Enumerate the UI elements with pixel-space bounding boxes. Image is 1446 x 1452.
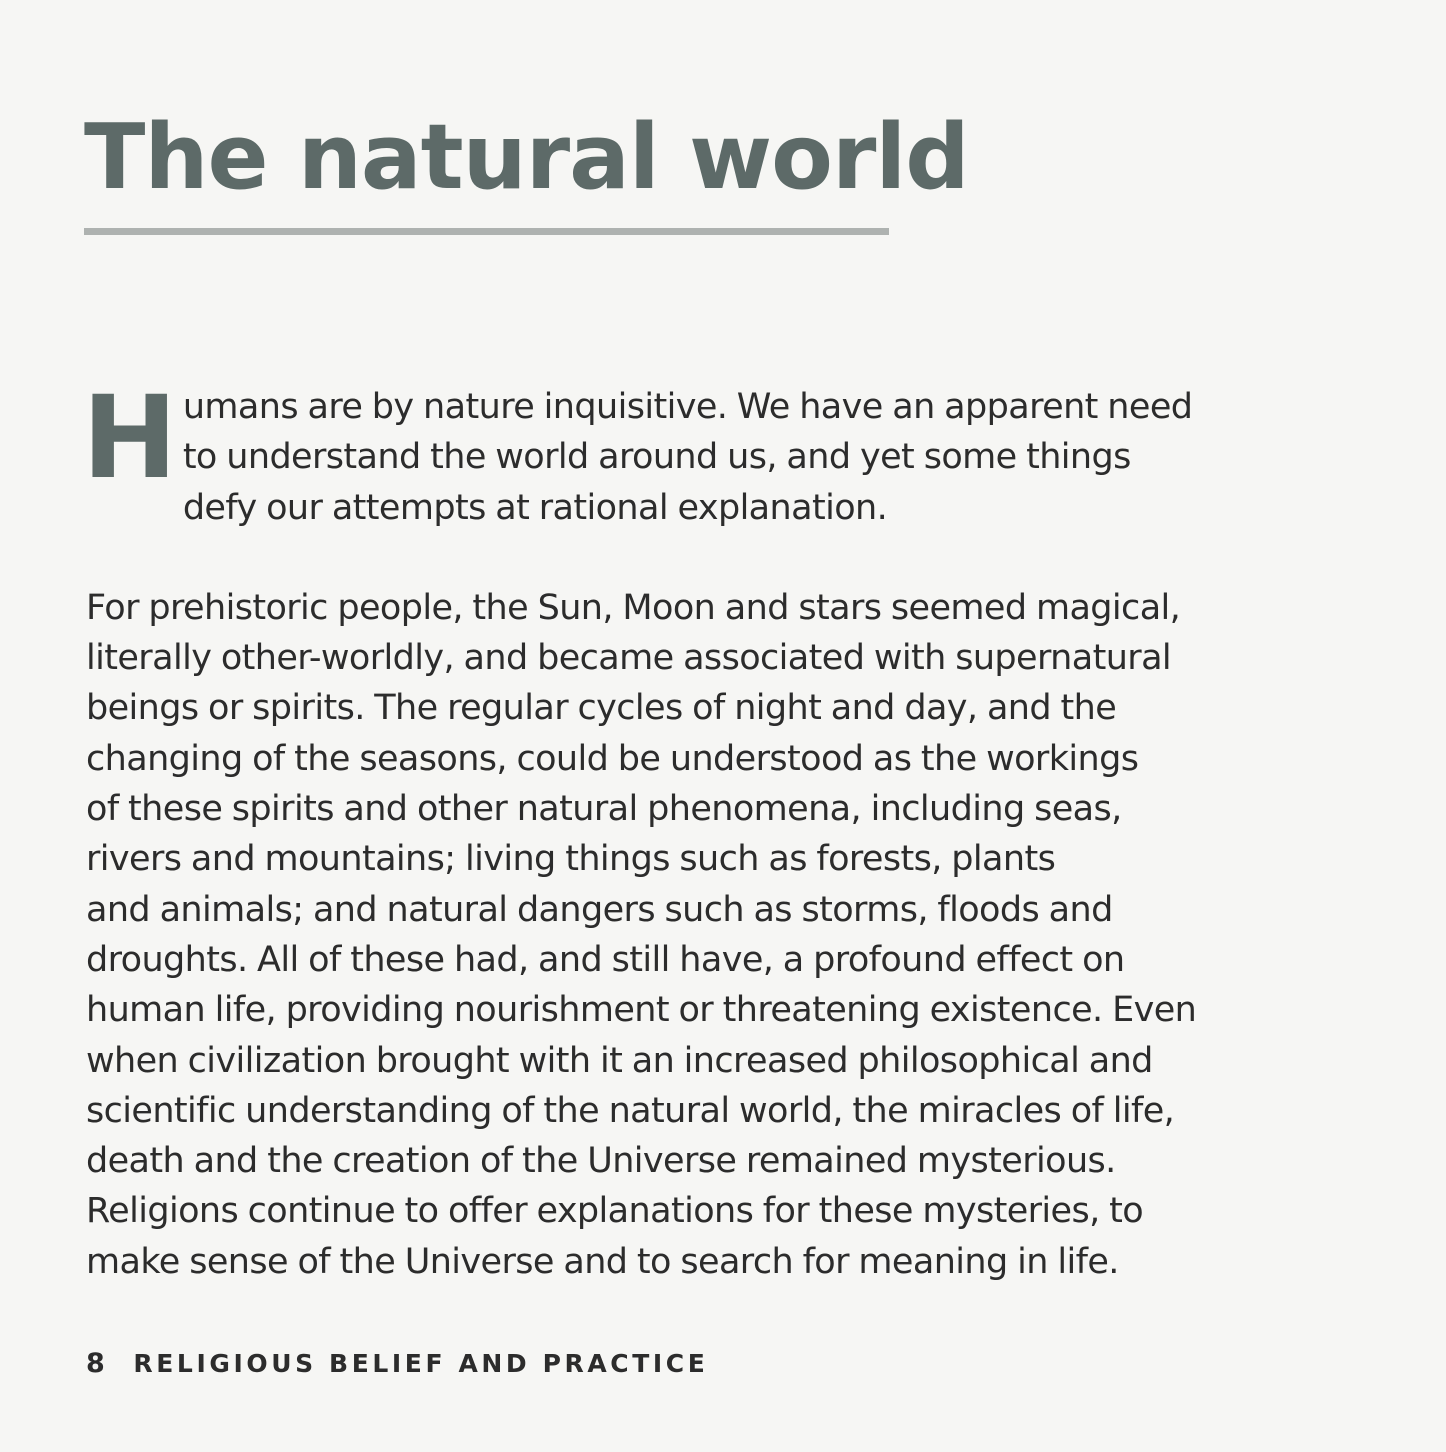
text-line: beings or spirits. The regular cycles of night and day, and the [86,688,1117,729]
text-line: when civilization brought with it an increased philosophical and [86,1040,1153,1081]
page-title: The natural world [84,105,969,210]
page-footer [86,1344,708,1384]
text-line: rivers and mountains; living things such as forests, plants [86,839,1056,880]
text-line: defy our attempts at rational explanation. [182,487,888,528]
drop-cap: H [82,371,177,504]
text-line: death and the creation of the Universe remained mysterious. [86,1141,1116,1182]
text-line: For prehistoric people, the Sun, Moon and stars seemed magical, [86,587,1181,628]
text-line: and animals; and natural dangers such as storms, floods and [86,889,1113,930]
page-number: 8 [86,1348,105,1379]
text-line: Religions continue to offer explanations for these mysteries, to [86,1191,1144,1232]
title-underline-rule [84,228,889,235]
text-line: to understand the world around us, and yet some things [182,437,1131,478]
text-line: droughts. All of these had, and still have, a profound effect on [86,939,1125,980]
text-line: human life, providing nourishment or threatening existence. Even [86,990,1197,1031]
intro-paragraph [82,371,1286,533]
text-line: make sense of the Universe and to search for meaning in life. [86,1241,1119,1282]
text-line: of these spirits and other natural phenomena, including seas, [86,789,1122,830]
running-head: RELIGIOUS BELIEF AND PRACTICE [133,1349,709,1378]
body-text [82,371,1286,1287]
text-line: literally other-worldly, and became associated with supernatural [86,638,1172,679]
text-line: changing of the seasons, could be understood as the workings [86,738,1139,779]
text-line: scientific understanding of the natural world, the miracles of life, [86,1090,1175,1131]
main-paragraph [86,583,1286,1287]
text-line: umans are by nature inquisitive. We have an apparent need [182,387,1193,427]
